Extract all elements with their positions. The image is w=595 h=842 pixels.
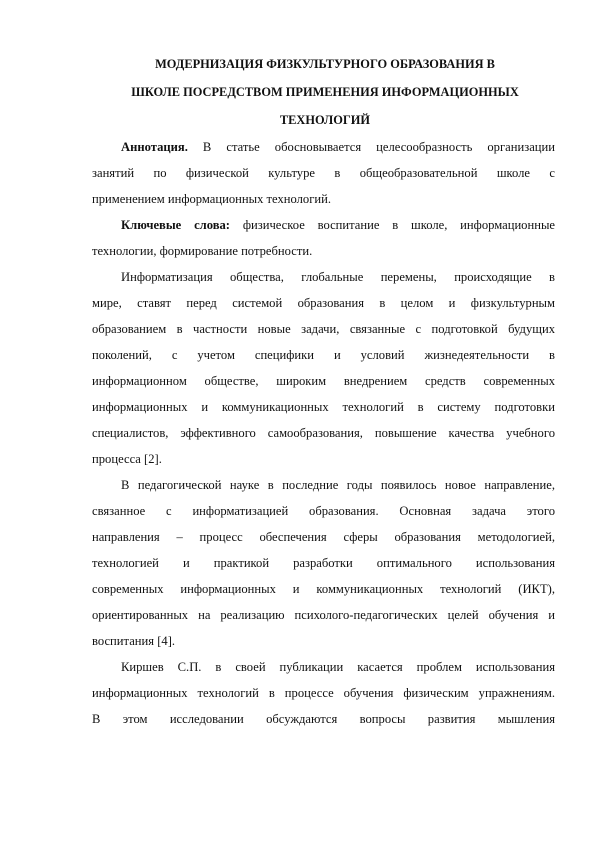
paragraph-1-line-5: информационном обществе, широким внедрением средств современных	[92, 374, 555, 388]
title-line-1: МОДЕРНИЗАЦИЯ ФИЗКУЛЬТУРНОГО ОБРАЗОВАНИЯ В	[155, 57, 495, 71]
paragraph-3-line-2: информационных технологий в процессе обучения физическим упражнениям.	[92, 686, 555, 700]
paragraph-2-line-7: воспитания [4].	[92, 634, 176, 648]
paragraph-3-line-3: В этом исследовании обсуждаются вопросы развития мышления	[92, 712, 555, 726]
annotation-label: Аннотация.	[121, 140, 188, 154]
keywords-label: Ключевые слова:	[121, 218, 231, 232]
annotation-text: В статье обосновывается целесообразность организации	[187, 140, 555, 154]
annotation-line-1	[121, 139, 555, 155]
title-line-3: ТЕХНОЛОГИЙ	[279, 113, 371, 127]
annotation-line-2: занятий по физической культуре в общеобразовательной школе с	[92, 166, 555, 180]
paragraph-2-line-5: современных информационных и коммуникационных технологий (ИКТ),	[92, 582, 555, 596]
title-line-2: ШКОЛЕ ПОСРЕДСТВОМ ПРИМЕНЕНИЯ ИНФОРМАЦИОННЫХ	[131, 85, 519, 99]
paragraph-2-line-3: направления – процесс обеспечения сферы образования методологией,	[92, 530, 555, 544]
paragraph-2-line-4: технологией и практикой разработки оптимального использования	[92, 556, 555, 570]
paragraph-1-line-3: образованием в частности новые задачи, связанные с подготовкой будущих	[92, 322, 555, 336]
paragraph-1-line-1: Информатизация общества, глобальные перемены, происходящие в	[121, 270, 555, 284]
keywords-text: физическое воспитание в школе, информационные	[230, 218, 556, 232]
paragraph-1-line-7: специалистов, эффективного самообразования, повышение качества учебного	[92, 426, 555, 440]
keywords-line-1	[121, 217, 555, 233]
paragraph-1-line-2: мире, ставят перед системой образования в целом и физкультурным	[92, 296, 555, 310]
keywords-line-2: технологии, формирование потребности.	[92, 244, 313, 258]
paragraph-2-line-6: ориентированных на реализацию психолого-педагогических целей обучения и	[92, 608, 555, 622]
paragraph-2-line-2: связанное с информатизацией образования. Основная задача этого	[92, 504, 555, 518]
paragraph-2-line-1: В педагогической науке в последние годы появилось новое направление,	[121, 478, 555, 492]
paragraph-1-line-6: информационных и коммуникационных технологий в систему подготовки	[92, 400, 555, 414]
paragraph-3-line-1: Киршев С.П. в своей публикации касается проблем использования	[121, 660, 555, 674]
paragraph-1-line-8: процесса [2].	[92, 452, 162, 466]
paragraph-1-line-4: поколений, с учетом специфики и условий жизнедеятельности в	[92, 348, 555, 362]
annotation-line-3: применением информационных технологий.	[92, 192, 331, 206]
